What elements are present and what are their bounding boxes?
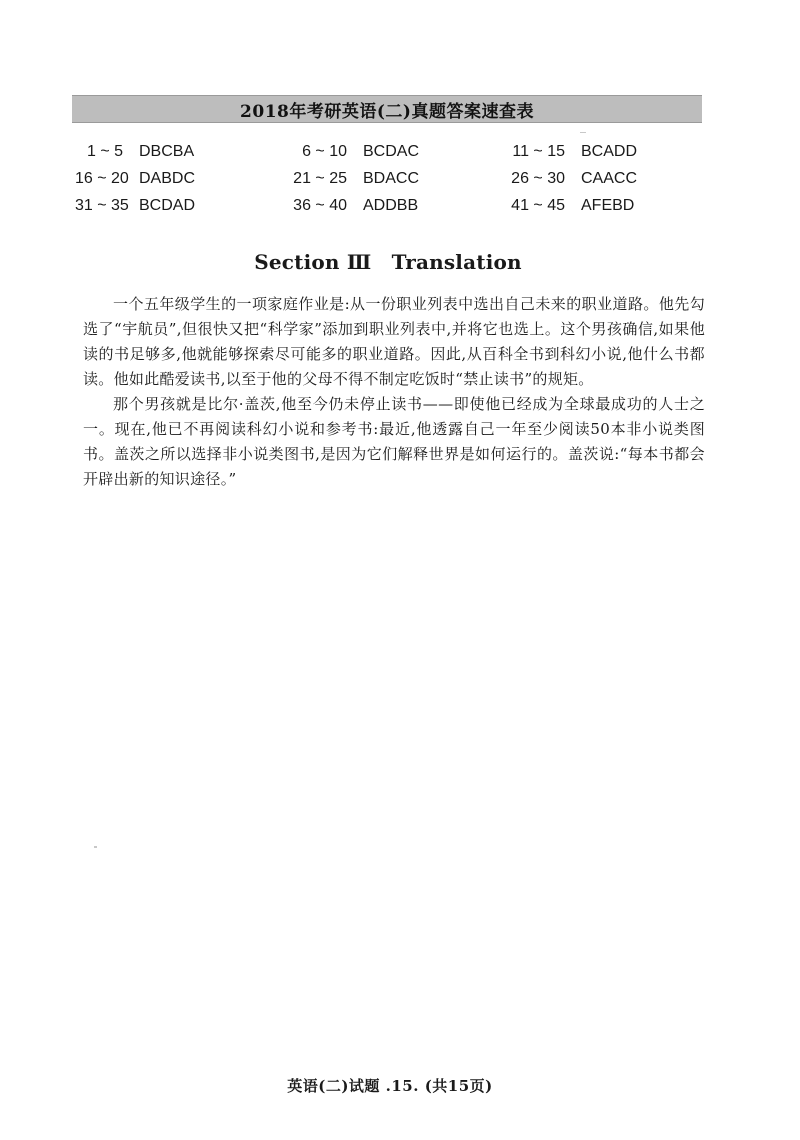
- answer-group: [75, 138, 194, 165]
- question-range: 21 ~ 25: [293, 170, 347, 187]
- answer-group: [285, 138, 419, 165]
- scan-speck: [580, 132, 586, 133]
- answer-row: [75, 138, 715, 165]
- scan-speck: [94, 846, 97, 848]
- answer-group: [285, 165, 419, 192]
- question-range: 26 ~ 30: [511, 170, 565, 187]
- answer-letters: DABDC: [139, 170, 196, 187]
- answer-row: [75, 192, 715, 219]
- answer-letters: BCADD: [581, 143, 638, 160]
- question-range: 41 ~ 45: [511, 197, 565, 214]
- answer-letters: BDACC: [363, 170, 420, 187]
- answer-key-title: 2018年考研英语(二)真题答案速查表: [240, 101, 534, 122]
- answer-letters: BCDAD: [139, 197, 196, 214]
- answer-group: [503, 192, 634, 219]
- answer-letters: DBCBA: [139, 143, 195, 160]
- translation-passage: [83, 292, 705, 492]
- question-range: 1 ~ 5: [86, 143, 123, 160]
- answer-letters: CAACC: [581, 170, 638, 187]
- question-range: 11 ~ 15: [512, 143, 565, 160]
- answer-group: [75, 192, 195, 219]
- answer-key-banner: [72, 95, 702, 123]
- question-range: 16 ~ 20: [75, 170, 129, 187]
- section-heading: Section Ⅲ Translation: [254, 250, 522, 274]
- passage-paragraph: 一个五年级学生的一项家庭作业是:从一份职业列表中选出自己未来的职业道路。他先勾选了“宇航员”,但很快又把“科学家”添加到职业列表中,并将它也选上。这个男孩确信,如果他读的书足够多,他就能够探索尽可能多的职业道路。因此,从百科全书到科幻小说,他什么书都读。他如此酷爱读书,以至于他的父母不得不制定吃饭时“禁止读书”的规矩。: [83, 295, 705, 388]
- answer-letters: BCDAC: [363, 143, 420, 160]
- answer-letters: ADDBB: [363, 197, 419, 214]
- answer-group: [75, 165, 195, 192]
- answer-key-table: [75, 138, 715, 219]
- passage-paragraph: 那个男孩就是比尔·盖茨,他至今仍未停止读书——即使他已经成为全球最成功的人士之一。现在,他已不再阅读科幻小说和参考书:最近,他透露自己一年至少阅读50本非小说类图书。盖茨之所以选择非小说类图书,是因为它们解释世界是如何运行的。盖茨说:“每本书都会开辟出新的知识途径。”: [83, 395, 705, 488]
- page-footer: 英语(二)试题 .15. (共15页): [287, 1077, 493, 1095]
- question-range: 31 ~ 35: [75, 197, 129, 214]
- answer-group: [503, 138, 637, 165]
- answer-letters: AFEBD: [581, 197, 635, 214]
- answer-group: [503, 165, 637, 192]
- question-range: 6 ~ 10: [302, 143, 347, 160]
- answer-row: [75, 165, 715, 192]
- question-range: 36 ~ 40: [293, 197, 347, 214]
- answer-group: [285, 192, 418, 219]
